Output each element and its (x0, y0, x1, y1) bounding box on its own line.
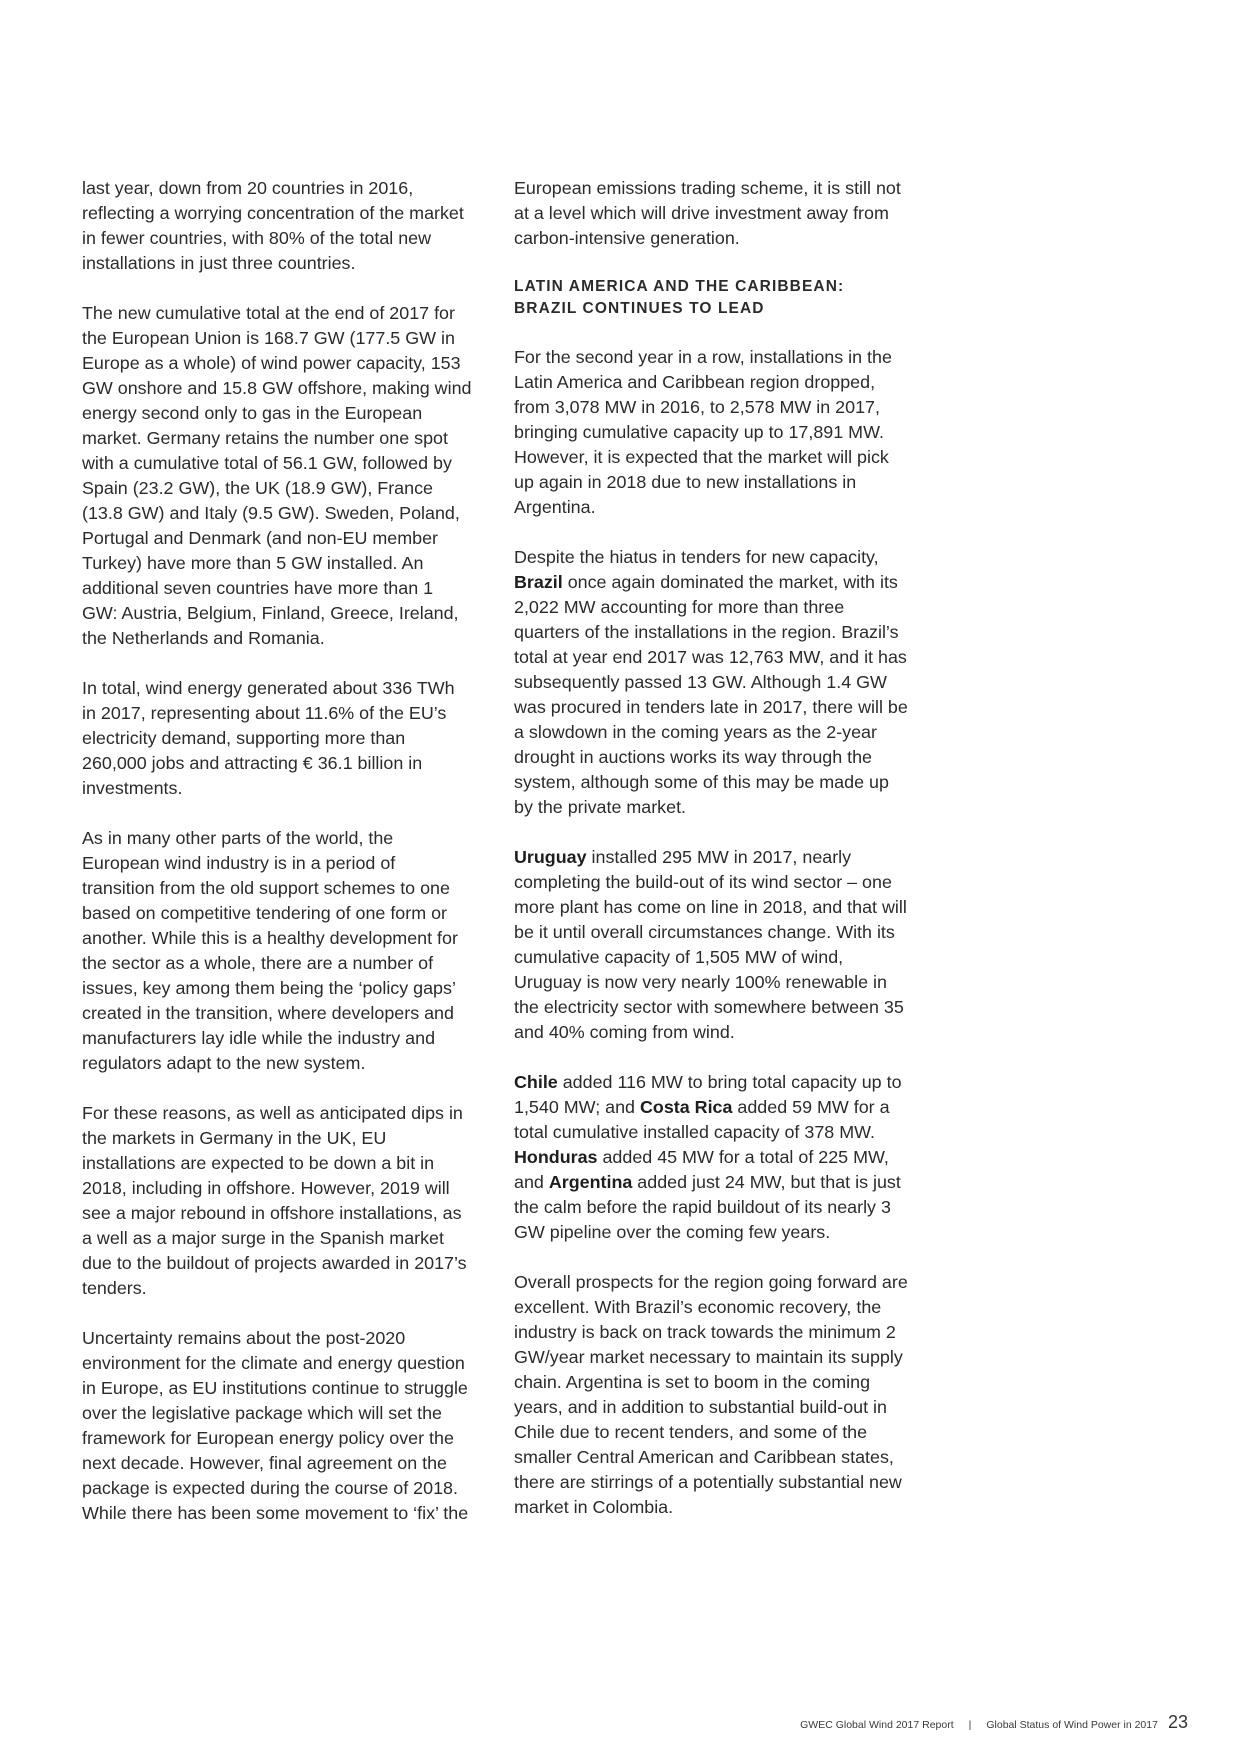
paragraph-uruguay (514, 845, 910, 1045)
country-name: Chile (514, 1072, 558, 1092)
text-run: added 116 MW to bring total capacity up to 1,540 MW; and (514, 1072, 902, 1117)
text-run: added 59 MW for a total cumulative installed capacity of 378 MW. (514, 1097, 890, 1142)
section-heading (514, 276, 910, 320)
section-heading-line: LATIN AMERICA AND THE CARIBBEAN: (514, 278, 845, 295)
paragraph: For the second year in a row, installations in the Latin America and Caribbean region dropped, from 3,078 MW in 2016, to 2,578 MW in 2017, bringing cumulative capacity up to 17,891 MW. However, it is expected that the market will pick up again in 2018 due to new installations in Argentina. (514, 347, 892, 517)
paragraph: The new cumulative total at the end of 2017 for the European Union is 168.7 GW (177.5 GW in Europe as a whole) of wind power capacity, 153 GW onshore and 15.8 GW offshore, making wind energy second only to gas in the European market. Germany retains the number one spot with a cumulative total of 56.1 GW, followed by Spain (23.2 GW), the UK (18.9 GW), France (13.8 GW) and Italy (9.5 GW). Sweden, Poland, Portugal and Denmark (and non-EU member Turkey) have more than 5 GW installed. An additional seven countries have more than 1 GW: Austria, Belgium, Finland, Greece, Ireland, the Netherlands and Romania. (82, 303, 472, 648)
right-column (514, 176, 910, 1520)
paragraph: For these reasons, as well as anticipated dips in the markets in Germany in the UK, EU installations are expected to be down a bit in 2018, including in offshore. However, 2019 will see a major rebound in offshore installations, as a well as a major surge in the Spanish market due to the buildout of projects awarded in 2017’s tenders. (82, 1103, 467, 1298)
paragraph-chile (514, 1070, 910, 1245)
paragraph: last year, down from 20 countries in 2016, reflecting a worrying concentration of the market in fewer countries, with 80% of the total new installations in just three countries. (82, 178, 464, 273)
footer-section-title: Global Status of Wind Power in 2017 (986, 1719, 1158, 1731)
paragraph: Overall prospects for the region going forward are excellent. With Brazil’s economic recovery, the industry is back on track towards the minimum 2 GW/year market necessary to maintain its supply chain. Argentina is set to boom in the coming years, and in addition to substantial build-out in Chile due to recent tenders, and some of the smaller Central American and Caribbean states, there are stirrings of a potentially substantial new market in Colombia. (514, 1272, 908, 1517)
text-run: Despite the hiatus in tenders for new capacity, (514, 547, 879, 567)
page-number: 23 (1167, 1712, 1188, 1732)
country-name: Argentina (548, 1172, 633, 1192)
paragraph: Uncertainty remains about the post-2020 environment for the climate and energy question in Europe, as EU institutions continue to struggle over the legislative package which will set the framework for European energy policy over the next decade. However, final agreement on the package is expected during the course of 2018. While there has been some movement to ‘fix’ the (82, 1328, 469, 1523)
country-name: Honduras (514, 1147, 598, 1167)
paragraph: As in many other parts of the world, the European wind industry is in a period of transition from the old support schemes to one based on competitive tendering of one form or another. While this is a healthy development for the sector as a whole, there are a number of issues, key among them being the ‘policy gaps’ created in the transition, where developers and manufacturers lay idle while the industry and regulators adapt to the new system. (82, 828, 458, 1073)
text-run: once again dominated the market, with its 2,022 MW accounting for more than three quarters of the installations in the region. Brazil’s total at year end 2017 was 12,763 MW, and it has subsequently passed 13 GW. Although 1.4 GW was procured in tenders late in 2017, there will be a slowdown in the coming years as the 2-year drought in auctions works its way through the system, although some of this may be made up by the private market. (514, 572, 908, 817)
section-heading-line: BRAZIL CONTINUES TO LEAD (514, 300, 765, 317)
country-name: Costa Rica (639, 1097, 733, 1117)
paragraph: European emissions trading scheme, it is still not at a level which will drive investment away from carbon-intensive generation. (514, 178, 901, 248)
text-run: added 45 MW for a total of 225 MW, and (514, 1147, 889, 1192)
left-column (82, 176, 472, 1526)
paragraph: In total, wind energy generated about 336 TWh in 2017, representing about 11.6% of the EU’s electricity demand, supporting more than 260,000 jobs and attracting € 36.1 billion in investments. (82, 678, 455, 798)
text-run: installed 295 MW in 2017, nearly completing the build-out of its wind sector – one more plant has come on line in 2018, and that will be it until overall circumstances change. With its cumulative capacity of 1,505 MW of wind, Uruguay is now very nearly 100% renewable in the electricity sector with somewhere between 35 and 40% coming from wind. (514, 847, 907, 1042)
page-footer (800, 1712, 1188, 1742)
footer-separator: | (968, 1719, 972, 1731)
footer-report-title: GWEC Global Wind 2017 Report (800, 1719, 954, 1731)
country-name: Brazil (514, 572, 563, 592)
country-name: Uruguay (514, 847, 587, 867)
paragraph-brazil (514, 545, 910, 820)
text-run: added just 24 MW, but that is just the calm before the rapid buildout of its nearly 3 GW pipeline over the coming few years. (514, 1172, 901, 1242)
